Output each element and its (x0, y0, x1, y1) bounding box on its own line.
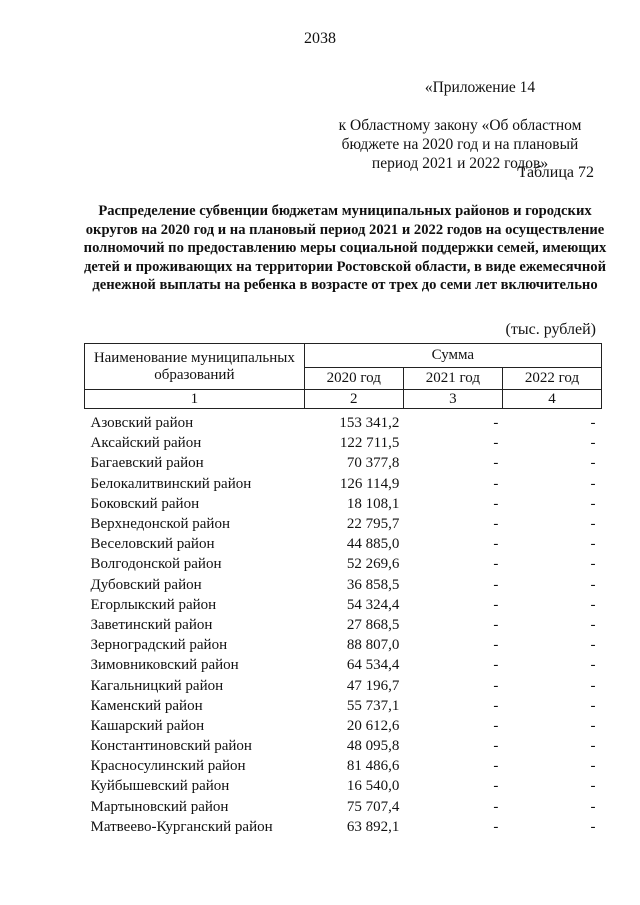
municipality-name: Багаевский район (90, 455, 204, 472)
amount-2021: - (493, 738, 499, 755)
amount-2021: - (493, 516, 499, 533)
amount-2021: - (493, 596, 499, 613)
column-header-2020: 2020 год (304, 368, 403, 390)
amount-2022: - (590, 637, 596, 654)
amount-2021: - (493, 778, 499, 795)
municipality-name: Верхнедонской район (90, 516, 230, 533)
amount-2022: - (590, 455, 596, 472)
column-header-2021: 2021 год (403, 368, 502, 390)
amount-2020: 64 534,4 (346, 657, 400, 674)
municipality-name: Каменский район (90, 697, 203, 714)
amount-2022: - (590, 435, 596, 452)
table-row (85, 534, 602, 554)
table-row (85, 494, 602, 514)
table-row (85, 453, 602, 473)
table-body (85, 409, 602, 837)
table-row (85, 736, 602, 756)
municipality-name: Волгодонской район (90, 556, 222, 573)
column-index-3: 3 (403, 390, 502, 409)
municipality-name: Белокалитвинский район (90, 475, 252, 492)
municipality-name: Кагальницкий район (90, 677, 224, 694)
amount-2021: - (493, 697, 499, 714)
amount-2021: - (493, 637, 499, 654)
municipality-name: Егорлыкский район (90, 596, 217, 613)
amount-2022: - (590, 495, 596, 512)
amount-2021: - (493, 758, 499, 775)
amount-2022: - (590, 798, 596, 815)
subvention-table (84, 343, 602, 837)
table-row (85, 776, 602, 796)
table-row (85, 716, 602, 736)
amount-2021: - (493, 677, 499, 694)
municipality-name: Веселовский район (90, 536, 215, 553)
municipality-name: Красносулинский район (90, 758, 246, 775)
municipality-name: Кашарский район (90, 717, 205, 734)
amount-2021: - (493, 818, 499, 835)
amount-2022: - (590, 738, 596, 755)
amount-2022: - (590, 536, 596, 553)
amount-2021: - (493, 556, 499, 573)
amount-2021: - (493, 576, 499, 593)
amount-2022: - (590, 576, 596, 593)
amount-2021: - (493, 798, 499, 815)
column-index-1: 1 (85, 390, 305, 409)
amount-2022: - (590, 616, 596, 633)
table-row (85, 756, 602, 776)
municipality-name: Константиновский район (90, 738, 252, 755)
amount-2020: 54 324,4 (346, 596, 400, 613)
page-number: 2038 (304, 30, 336, 47)
municipality-name: Боковский район (90, 495, 200, 512)
column-index-2: 2 (304, 390, 403, 409)
table-row (85, 514, 602, 534)
municipality-name: Куйбышевский район (90, 778, 230, 795)
amount-2021: - (493, 455, 499, 472)
amount-2022: - (590, 677, 596, 694)
municipality-name: Азовский район (90, 415, 194, 432)
amount-2022: - (590, 415, 596, 432)
table-row (85, 433, 602, 453)
amount-2022: - (590, 758, 596, 775)
amount-2020: 153 341,2 (339, 415, 400, 432)
amount-2022: - (590, 556, 596, 573)
amount-2020: 88 807,0 (346, 637, 400, 654)
units-label: (тыс. рублей) (505, 321, 596, 338)
table-row (85, 696, 602, 716)
amount-2022: - (590, 717, 596, 734)
appendix-title: «Приложение 14 (424, 79, 536, 96)
column-header-name: Наименование муниципальных образований (85, 344, 305, 390)
amount-2022: - (590, 596, 596, 613)
table-row (85, 675, 602, 695)
amount-2021: - (493, 495, 499, 512)
amount-2020: 55 737,1 (346, 697, 400, 714)
municipality-name: Заветинский район (90, 616, 213, 633)
amount-2020: 81 486,6 (346, 758, 400, 775)
amount-2021: - (493, 415, 499, 432)
municipality-name: Зимовниковский район (90, 657, 239, 674)
amount-2020: 52 269,6 (346, 556, 400, 573)
table-row (85, 655, 602, 675)
amount-2020: 48 095,8 (346, 738, 400, 755)
document-heading: Распределение субвенции бюджетам муниципальных районов и городских округов на 2020 год и на плановый период 2021 и 2022 годов на осуществление полномочий по предоставлению меры социальной поддержки семей, имеющих детей и проживающих на территории Ростовской области, в виде ежемесячной денежной выплаты на ребенка в возрасте от трех до семи лет включительно (83, 203, 607, 294)
amount-2022: - (590, 657, 596, 674)
amount-2020: 44 885,0 (346, 536, 400, 553)
amount-2020: 126 114,9 (339, 475, 400, 492)
appendix-caption (330, 78, 590, 173)
municipality-name: Аксайский район (90, 435, 202, 452)
table-row (85, 575, 602, 595)
amount-2020: 122 711,5 (339, 435, 400, 452)
amount-2020: 27 868,5 (346, 616, 400, 633)
amount-2021: - (493, 536, 499, 553)
municipality-name: Дубовский район (90, 576, 202, 593)
table-row (85, 817, 602, 837)
table-number: Таблица 72 (517, 164, 594, 181)
amount-2022: - (590, 697, 596, 714)
amount-2020: 47 196,7 (346, 677, 400, 694)
column-index-4: 4 (502, 390, 601, 409)
appendix-law-reference: к Областному закону «Об областном бюджете на 2020 год и на плановый период 2021 и 2022 годов» (338, 117, 582, 172)
column-header-2022: 2022 год (502, 368, 601, 390)
amount-2021: - (493, 616, 499, 633)
municipality-name: Мартыновский район (90, 798, 229, 815)
amount-2020: 16 540,0 (346, 778, 400, 795)
amount-2020: 36 858,5 (346, 576, 400, 593)
amount-2020: 75 707,4 (346, 798, 400, 815)
table-row (85, 635, 602, 655)
table-row (85, 595, 602, 615)
column-header-sum: Сумма (304, 344, 601, 368)
amount-2020: 63 892,1 (346, 818, 400, 835)
table-row (85, 474, 602, 494)
amount-2020: 18 108,1 (346, 495, 400, 512)
table-row (85, 615, 602, 635)
amount-2020: 22 795,7 (346, 516, 400, 533)
municipality-name: Матвеево-Курганский район (90, 818, 273, 835)
table-row (85, 797, 602, 817)
amount-2020: 70 377,8 (346, 455, 400, 472)
amount-2021: - (493, 475, 499, 492)
municipality-name: Зерноградский район (90, 637, 228, 654)
amount-2022: - (590, 475, 596, 492)
amount-2022: - (590, 778, 596, 795)
amount-2020: 20 612,6 (346, 717, 400, 734)
amount-2021: - (493, 657, 499, 674)
amount-2022: - (590, 516, 596, 533)
table-row (85, 409, 602, 434)
amount-2021: - (493, 717, 499, 734)
table-row (85, 554, 602, 574)
amount-2022: - (590, 818, 596, 835)
amount-2021: - (493, 435, 499, 452)
